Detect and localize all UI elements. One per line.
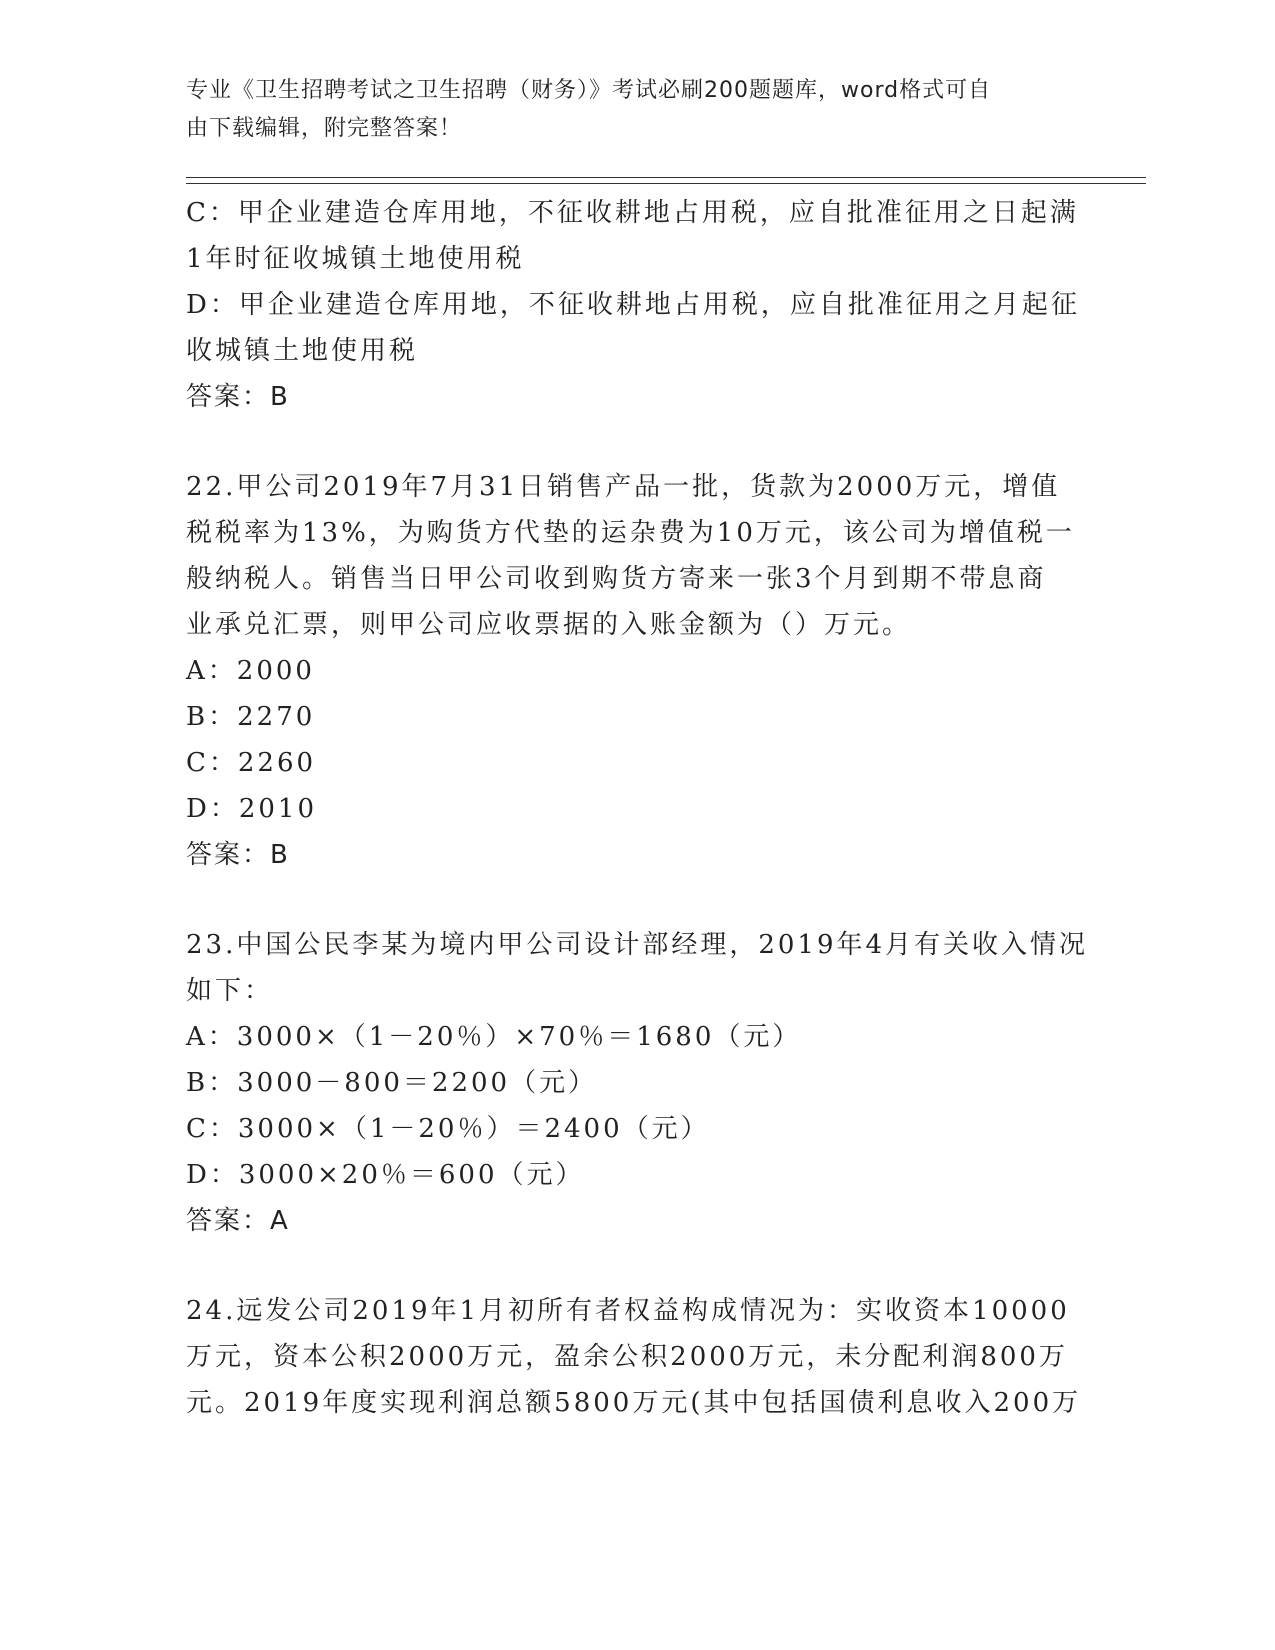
- question-text: 元。2019年度实现利润总额5800万元(其中包括国债利息收入200万: [186, 1388, 1082, 1418]
- question-text: 税税率为13%，为购货方代垫的运杂费为10万元，该公司为增值税一: [186, 518, 1075, 548]
- option-c-continued: 1年时征收城镇土地使用税: [186, 244, 525, 274]
- option-d-continued: 收城镇土地使用税: [186, 336, 419, 366]
- option-c: C：3000×（1－20％）＝2400（元）: [186, 1114, 710, 1144]
- question-21-tail: [186, 190, 1086, 420]
- option-b: B：2270: [186, 702, 316, 732]
- question-text: 24.远发公司2019年1月初所有者权益构成情况为：实收资本10000: [186, 1296, 1070, 1326]
- option-c: C：甲企业建造仓库用地，不征收耕地占用税，应自批准征用之日起满: [186, 198, 1079, 228]
- question-22: [186, 464, 1086, 878]
- question-text: 22.甲公司2019年7月31日销售产品一批，货款为2000万元，增值: [186, 472, 1061, 502]
- option-b: B：3000－800＝2200（元）: [186, 1068, 598, 1098]
- question-23: [186, 922, 1089, 1244]
- question-text: 万元，资本公积2000万元，盈余公积2000万元，未分配利润800万: [186, 1342, 1068, 1372]
- header-rule-top: [186, 177, 1146, 178]
- answer: 答案：B: [186, 382, 290, 412]
- question-text: 23.中国公民李某为境内甲公司设计部经理，2019年4月有关收入情况: [186, 930, 1089, 960]
- header-line-2: 由下载编辑，附完整答案！: [186, 116, 463, 141]
- header-line-1: 专业《卫生招聘考试之卫生招聘（财务）》考试必刷200题题库，word格式可自: [186, 78, 992, 103]
- question-text: 般纳税人。销售当日甲公司收到购货方寄来一张3个月到期不带息商: [186, 564, 1047, 594]
- option-a: A：3000×（1－20％）×70％＝1680（元）: [186, 1022, 802, 1052]
- spacer: [186, 878, 1086, 922]
- option-d: D：3000×20％＝600（元）: [186, 1160, 585, 1190]
- option-d: D：2010: [186, 794, 318, 824]
- question-text: 如下：: [186, 976, 274, 1006]
- option-a: A：2000: [186, 656, 315, 686]
- option-d: D：甲企业建造仓库用地，不征收耕地占用税，应自批准征用之月起征: [186, 290, 1080, 320]
- spacer: [186, 420, 1086, 464]
- option-c: C：2260: [186, 748, 317, 778]
- document-header: [186, 72, 1066, 148]
- spacer: [186, 1244, 1086, 1288]
- header-rule-bottom: [186, 183, 1146, 184]
- answer: 答案：B: [186, 840, 290, 870]
- document-body: [186, 190, 1089, 1426]
- answer: 答案：A: [186, 1206, 290, 1236]
- question-text: 业承兑汇票，则甲公司应收票据的入账金额为（）万元。: [186, 610, 912, 640]
- question-24: [186, 1288, 1086, 1426]
